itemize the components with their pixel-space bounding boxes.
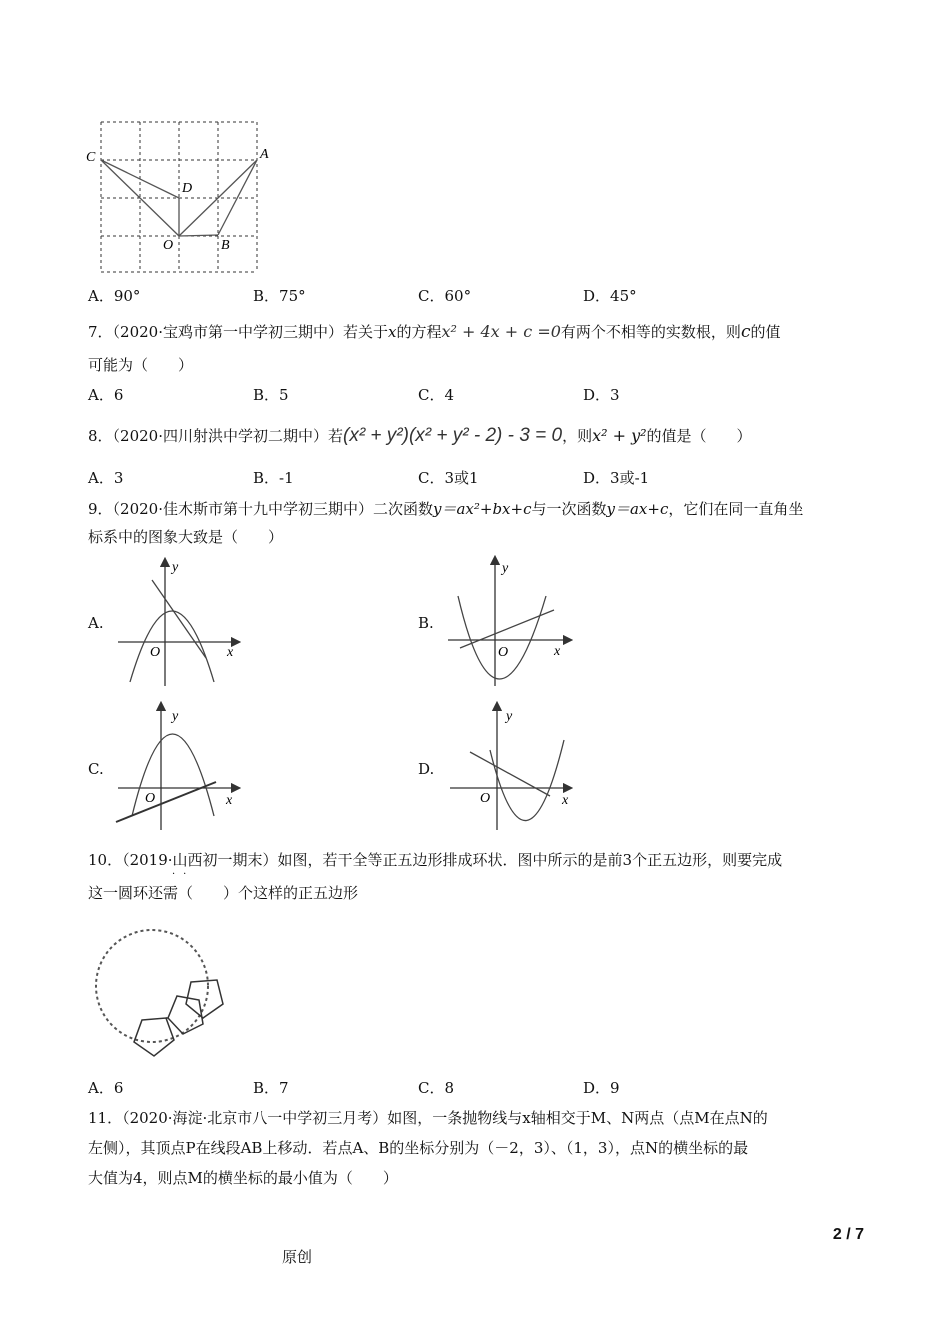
q8-equation: (x² + y²)(x² + y² - 2) - 3 = 0 [343, 425, 563, 446]
label-D: D [182, 181, 193, 196]
q7-option-d: D．3 [583, 386, 620, 404]
q9-graph-b [440, 552, 580, 692]
svg-text:O: O [498, 645, 509, 660]
q7-line2: 可能为（ ） [88, 356, 194, 374]
q8-option-b: B．-1 [253, 469, 294, 487]
svg-text:y: y [506, 709, 513, 724]
q8-option-a: A．3 [88, 469, 124, 487]
q9-graph-d [440, 700, 580, 835]
svg-text:y: y [502, 561, 509, 576]
q6-option-a: A．90° [88, 287, 141, 305]
svg-text:x: x [227, 645, 234, 660]
label-A: A [260, 147, 269, 162]
svg-text:x: x [562, 793, 569, 808]
q7-option-c: C．4 [418, 386, 455, 404]
q6-grid-figure [84, 118, 274, 278]
svg-text:y: y [172, 709, 179, 724]
svg-text:x: x [554, 644, 561, 659]
q11-line3: 大值为4，则点M的横坐标的最小值为（ ） [88, 1169, 398, 1187]
q10-option-d: D．9 [583, 1079, 620, 1097]
q11-line1: 11．（2020·海淀·北京市八一中学初三月考）如图，一条抛物线与x轴相交于M、N两点（点M在点N的 [88, 1109, 768, 1127]
q9-line1: 9．（2020·佳木斯市第十九中学初三期中）二次函数y＝ax²+bx+c与一次函数y＝ax+c，它们在同一直角坐 [88, 500, 804, 518]
q9-label-d: D. [418, 760, 435, 778]
q9-label-c: C. [88, 760, 104, 778]
q9-line2: 标系中的图象大致是（ ） [88, 528, 284, 546]
svg-text:O: O [150, 645, 161, 660]
q7-option-a: A．6 [88, 386, 124, 404]
svg-text:y: y [172, 560, 179, 575]
q7-option-b: B．5 [253, 386, 289, 404]
q6-option-d: D．45° [583, 287, 637, 305]
page-number: 2 / 7 [832, 1226, 864, 1243]
q9-label-a: A. [88, 614, 104, 632]
q6-option-c: C．60° [418, 287, 472, 305]
q9-graph-c [110, 700, 250, 835]
label-C: C [86, 150, 96, 165]
emphasis-dots: ·· [172, 869, 195, 880]
svg-text:x: x [226, 793, 233, 808]
q9-label-b: B. [418, 614, 434, 632]
q8-option-c: C．3或1 [418, 469, 479, 487]
q10-option-a: A．6 [88, 1079, 124, 1097]
svg-text:O: O [480, 791, 491, 806]
q8-option-d: D．3或-1 [583, 469, 650, 487]
label-O: O [163, 238, 174, 253]
q10-option-b: B．7 [253, 1079, 289, 1097]
q9-graph-a [110, 552, 250, 692]
q6-option-b: B．75° [253, 287, 306, 305]
q11-line2: 左侧），其顶点P在线段AB上移动．若点A、B的坐标分别为（－2，3）、（1，3），点N的横坐标的最 [88, 1139, 749, 1157]
footer-label: 原创 [282, 1248, 313, 1266]
label-B: B [221, 238, 230, 253]
svg-text:O: O [145, 791, 156, 806]
q10-option-c: C．8 [418, 1079, 455, 1097]
q8-line: 8．（2020·四川射洪中学初二期中）若(x² + y²)(x² + y² - 2) - 3 = 0，则x² + y²的值是（ ） [88, 425, 752, 446]
q10-line1: 10．（2019·山西初一期末）如图，若干全等正五边形排成环状．图中所示的是前3个正五边形，则要完成 [88, 851, 783, 869]
q7-line1: 7．（2020·宝鸡市第一中学初三期中）若关于x的方程x² + 4x + c =0有两个不相等的实数根，则c的值 [88, 322, 781, 342]
q7-equation: x² + 4x + c =0 [441, 322, 561, 341]
q10-pentagon-ring-figure [90, 922, 230, 1062]
q10-line2: 这一圆环还需（ ）个这样的正五边形 [88, 884, 359, 902]
